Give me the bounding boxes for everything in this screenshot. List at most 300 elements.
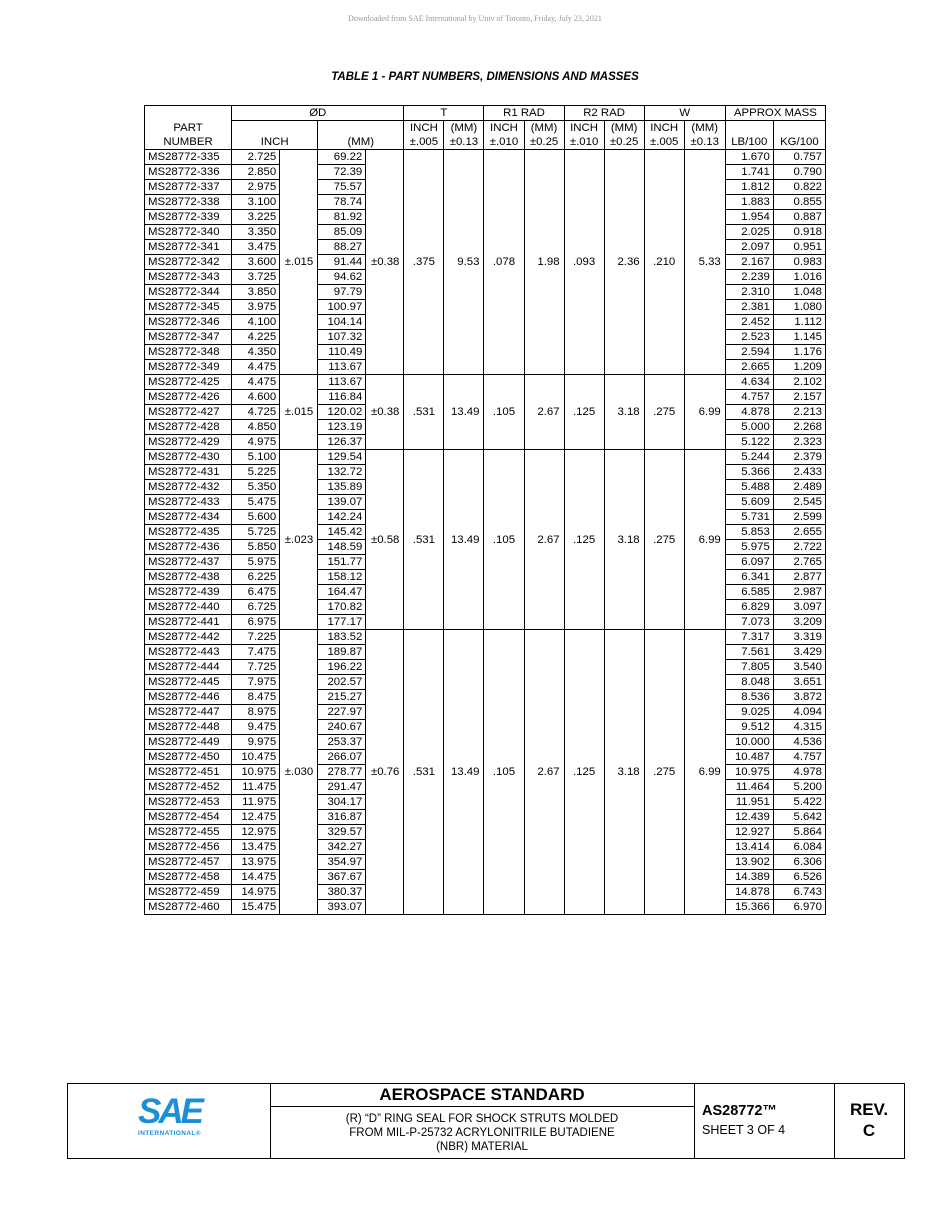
part-number-header: PART NUMBER xyxy=(145,106,232,150)
od-inch-cell: 4.975 xyxy=(232,435,280,450)
od-inch-cell: 2.975 xyxy=(232,180,280,195)
od-mm-cell: 97.79 xyxy=(318,285,366,300)
download-watermark: Downloaded from SAE International by Univ of Toronto, Friday, July 23, 2021 xyxy=(348,14,602,23)
title-cell xyxy=(270,1084,695,1158)
mass-kg-cell: 2.102 xyxy=(773,375,825,390)
mass-kg-cell: 3.872 xyxy=(773,690,825,705)
t-mm-cell: 9.53 xyxy=(444,150,484,375)
part-number-cell: MS28772-339 xyxy=(145,210,232,225)
od-inch-cell: 11.975 xyxy=(232,795,280,810)
od-mm-cell: 177.17 xyxy=(318,615,366,630)
table-row xyxy=(145,150,826,165)
mass-kg-cell: 0.887 xyxy=(773,210,825,225)
mass-lb-cell: 13.414 xyxy=(725,840,773,855)
od-mm-cell: 132.72 xyxy=(318,465,366,480)
od-inch-cell: 15.475 xyxy=(232,900,280,915)
part-number-cell: MS28772-447 xyxy=(145,705,232,720)
t-mm-cell: 13.49 xyxy=(444,375,484,450)
od-mm-cell: 183.52 xyxy=(318,630,366,645)
r2-mm-header: (MM) ±0.25 xyxy=(604,121,644,150)
title-block xyxy=(67,1083,905,1159)
od-mm-cell: 304.17 xyxy=(318,795,366,810)
r2-header: R2 RAD xyxy=(564,106,644,121)
od-inch-cell: 5.975 xyxy=(232,555,280,570)
r2-inch-cell: .125 xyxy=(564,630,604,915)
w-inch-cell: .275 xyxy=(644,630,684,915)
mass-lb-cell: 5.366 xyxy=(725,465,773,480)
mass-kg-cell: 3.319 xyxy=(773,630,825,645)
od-inch-cell: 6.975 xyxy=(232,615,280,630)
od-inch-cell: 5.225 xyxy=(232,465,280,480)
w-header: W xyxy=(644,106,725,121)
r1-inch-cell: .105 xyxy=(484,375,524,450)
part-number-cell: MS28772-438 xyxy=(145,570,232,585)
table-row xyxy=(145,630,826,645)
part-number-cell: MS28772-347 xyxy=(145,330,232,345)
part-number-cell: MS28772-435 xyxy=(145,525,232,540)
part-number-cell: MS28772-427 xyxy=(145,405,232,420)
mass-lb-cell: 11.464 xyxy=(725,780,773,795)
od-inch-cell: 3.725 xyxy=(232,270,280,285)
mass-kg-cell: 1.048 xyxy=(773,285,825,300)
table-title: TABLE 1 - PART NUMBERS, DIMENSIONS AND MASSES xyxy=(331,71,639,83)
mass-kg-cell: 6.084 xyxy=(773,840,825,855)
r2-inch-cell: .093 xyxy=(564,150,604,375)
mass-kg-cell: 6.970 xyxy=(773,900,825,915)
mass-kg-cell: 2.323 xyxy=(773,435,825,450)
od-mm-cell: 113.67 xyxy=(318,360,366,375)
w-inch-header: INCH ±.005 xyxy=(644,121,684,150)
part-number-cell: MS28772-441 xyxy=(145,615,232,630)
mass-lb-cell: 14.878 xyxy=(725,885,773,900)
part-number-cell: MS28772-341 xyxy=(145,240,232,255)
part-number-cell: MS28772-337 xyxy=(145,180,232,195)
mass-kg-cell: 3.097 xyxy=(773,600,825,615)
od-inch-cell: 10.475 xyxy=(232,750,280,765)
part-number-cell: MS28772-440 xyxy=(145,600,232,615)
mass-lb-cell: 4.634 xyxy=(725,375,773,390)
mass-kg-cell: 4.536 xyxy=(773,735,825,750)
mass-kg-cell: 2.379 xyxy=(773,450,825,465)
od-mm-cell: 116.84 xyxy=(318,390,366,405)
parts-table xyxy=(144,105,826,915)
t-inch-cell: .531 xyxy=(404,630,444,915)
od-inch-cell: 14.475 xyxy=(232,870,280,885)
mass-kg-cell: 3.651 xyxy=(773,675,825,690)
od-mm-cell: 91.44 xyxy=(318,255,366,270)
od-mm-cell: 75.57 xyxy=(318,180,366,195)
mass-lb-cell: 5.488 xyxy=(725,480,773,495)
part-number-cell: MS28772-459 xyxy=(145,885,232,900)
od-inch-cell: 10.975 xyxy=(232,765,280,780)
w-mm-header: (MM) ±0.13 xyxy=(684,121,725,150)
mass-lb-cell: 5.244 xyxy=(725,450,773,465)
part-number-cell: MS28772-452 xyxy=(145,780,232,795)
part-number-cell: MS28772-444 xyxy=(145,660,232,675)
mass-kg-cell: 4.978 xyxy=(773,765,825,780)
part-number-cell: MS28772-457 xyxy=(145,855,232,870)
od-inch-cell: 13.475 xyxy=(232,840,280,855)
od-mm-cell: 104.14 xyxy=(318,315,366,330)
od-header: ØD xyxy=(232,106,404,121)
od-mm-cell: 342.27 xyxy=(318,840,366,855)
part-number-cell: MS28772-439 xyxy=(145,585,232,600)
od-mm-cell: 81.92 xyxy=(318,210,366,225)
mass-kg-cell: 6.526 xyxy=(773,870,825,885)
part-number-cell: MS28772-450 xyxy=(145,750,232,765)
mass-lb-cell: 5.609 xyxy=(725,495,773,510)
r2-inch-cell: .125 xyxy=(564,375,604,450)
od-inch-cell: 6.475 xyxy=(232,585,280,600)
t-header: T xyxy=(404,106,484,121)
mass-lb-cell: 2.167 xyxy=(725,255,773,270)
r2-mm-cell: 3.18 xyxy=(604,375,644,450)
part-number-cell: MS28772-430 xyxy=(145,450,232,465)
mass-kg-cell: 1.016 xyxy=(773,270,825,285)
mass-kg-cell: 2.433 xyxy=(773,465,825,480)
mass-lb-cell: 7.805 xyxy=(725,660,773,675)
od-mm-cell: 123.19 xyxy=(318,420,366,435)
od-inch-cell: 4.850 xyxy=(232,420,280,435)
w-inch-cell: .210 xyxy=(644,150,684,375)
od-inch-cell: 5.600 xyxy=(232,510,280,525)
mass-lb-cell: 4.757 xyxy=(725,390,773,405)
t-inch-cell: .531 xyxy=(404,450,444,630)
mass-kg-cell: 5.864 xyxy=(773,825,825,840)
mass-lb-cell: 14.389 xyxy=(725,870,773,885)
od-mm-cell: 189.87 xyxy=(318,645,366,660)
part-number-cell: MS28772-426 xyxy=(145,390,232,405)
mass-lb-cell: 1.883 xyxy=(725,195,773,210)
od-inch-cell: 6.225 xyxy=(232,570,280,585)
part-number-cell: MS28772-346 xyxy=(145,315,232,330)
od-inch-cell: 2.850 xyxy=(232,165,280,180)
table-row xyxy=(145,450,826,465)
od-inch-cell: 13.975 xyxy=(232,855,280,870)
document-number: AS28772™ xyxy=(702,1103,777,1119)
od-mm-cell: 278.77 xyxy=(318,765,366,780)
od-inch-cell: 11.475 xyxy=(232,780,280,795)
mass-lb-cell: 15.366 xyxy=(725,900,773,915)
od-mm-tolerance-cell: ±0.58 xyxy=(366,450,404,630)
t-mm-cell: 13.49 xyxy=(444,630,484,915)
mass-lb-cell: 10.487 xyxy=(725,750,773,765)
od-mm-cell: 72.39 xyxy=(318,165,366,180)
t-mm-cell: 13.49 xyxy=(444,450,484,630)
mass-kg-cell: 3.540 xyxy=(773,660,825,675)
mass-kg-cell: 3.429 xyxy=(773,645,825,660)
od-inch-cell: 3.850 xyxy=(232,285,280,300)
od-mm-cell: 145.42 xyxy=(318,525,366,540)
mass-lb-cell: 2.239 xyxy=(725,270,773,285)
od-inch-cell: 12.475 xyxy=(232,810,280,825)
part-number-cell: MS28772-448 xyxy=(145,720,232,735)
od-inch-cell: 5.475 xyxy=(232,495,280,510)
od-inch-cell: 5.725 xyxy=(232,525,280,540)
od-mm-tolerance-cell: ±0.38 xyxy=(366,375,404,450)
mass-kg-cell: 0.951 xyxy=(773,240,825,255)
od-mm-cell: 164.47 xyxy=(318,585,366,600)
kg-header: KG/100 xyxy=(773,121,825,150)
od-mm-cell: 266.07 xyxy=(318,750,366,765)
part-number-cell: MS28772-451 xyxy=(145,765,232,780)
od-mm-cell: 110.49 xyxy=(318,345,366,360)
r2-inch-header: INCH ±.010 xyxy=(564,121,604,150)
mass-kg-cell: 0.822 xyxy=(773,180,825,195)
w-inch-cell: .275 xyxy=(644,450,684,630)
r1-inch-cell: .105 xyxy=(484,630,524,915)
od-inch-cell: 7.475 xyxy=(232,645,280,660)
od-mm-cell: 94.62 xyxy=(318,270,366,285)
part-number-cell: MS28772-425 xyxy=(145,375,232,390)
mass-lb-cell: 2.594 xyxy=(725,345,773,360)
w-inch-cell: .275 xyxy=(644,375,684,450)
mass-kg-cell: 0.790 xyxy=(773,165,825,180)
mass-lb-cell: 10.975 xyxy=(725,765,773,780)
od-inch-cell: 8.475 xyxy=(232,690,280,705)
part-number-cell: MS28772-345 xyxy=(145,300,232,315)
r1-inch-header: INCH ±.010 xyxy=(484,121,524,150)
table-body xyxy=(145,150,826,915)
od-mm-cell: 88.27 xyxy=(318,240,366,255)
mass-kg-cell: 0.918 xyxy=(773,225,825,240)
mass-lb-cell: 4.878 xyxy=(725,405,773,420)
od-inch-cell: 7.225 xyxy=(232,630,280,645)
part-number-cell: MS28772-456 xyxy=(145,840,232,855)
od-mm-cell: 129.54 xyxy=(318,450,366,465)
part-number-cell: MS28772-460 xyxy=(145,900,232,915)
mass-kg-cell: 0.757 xyxy=(773,150,825,165)
mass-lb-cell: 2.665 xyxy=(725,360,773,375)
od-mm-cell: 151.77 xyxy=(318,555,366,570)
mass-lb-cell: 1.741 xyxy=(725,165,773,180)
mass-lb-cell: 7.561 xyxy=(725,645,773,660)
od-inch-cell: 5.100 xyxy=(232,450,280,465)
od-inch-cell: 6.725 xyxy=(232,600,280,615)
mass-lb-cell: 2.097 xyxy=(725,240,773,255)
mass-kg-cell: 2.987 xyxy=(773,585,825,600)
lb-header: LB/100 xyxy=(725,121,773,150)
part-number-cell: MS28772-454 xyxy=(145,810,232,825)
mass-header: APPROX MASS xyxy=(725,106,825,121)
od-mm-cell: 142.24 xyxy=(318,510,366,525)
mass-kg-cell: 2.599 xyxy=(773,510,825,525)
part-number-cell: MS28772-437 xyxy=(145,555,232,570)
part-number-cell: MS28772-432 xyxy=(145,480,232,495)
r2-mm-cell: 3.18 xyxy=(604,450,644,630)
t-inch-cell: .375 xyxy=(404,150,444,375)
od-inch-cell: 3.475 xyxy=(232,240,280,255)
t-mm-header: (MM) ±0.13 xyxy=(444,121,484,150)
mass-lb-cell: 9.512 xyxy=(725,720,773,735)
part-number-cell: MS28772-434 xyxy=(145,510,232,525)
w-mm-cell: 6.99 xyxy=(684,450,725,630)
od-mm-cell: 196.22 xyxy=(318,660,366,675)
mass-lb-cell: 6.097 xyxy=(725,555,773,570)
mass-lb-cell: 12.927 xyxy=(725,825,773,840)
table-row xyxy=(145,375,826,390)
mass-kg-cell: 4.094 xyxy=(773,705,825,720)
mass-lb-cell: 7.317 xyxy=(725,630,773,645)
mass-lb-cell: 2.025 xyxy=(725,225,773,240)
t-inch-cell: .531 xyxy=(404,375,444,450)
mass-kg-cell: 1.209 xyxy=(773,360,825,375)
mass-lb-cell: 6.341 xyxy=(725,570,773,585)
part-number-cell: MS28772-445 xyxy=(145,675,232,690)
part-number-cell: MS28772-453 xyxy=(145,795,232,810)
od-mm-cell: 380.37 xyxy=(318,885,366,900)
mass-lb-cell: 1.670 xyxy=(725,150,773,165)
mass-kg-cell: 0.983 xyxy=(773,255,825,270)
mass-kg-cell: 4.315 xyxy=(773,720,825,735)
r1-inch-cell: .105 xyxy=(484,450,524,630)
mass-kg-cell: 1.176 xyxy=(773,345,825,360)
mass-kg-cell: 4.757 xyxy=(773,750,825,765)
mass-lb-cell: 1.812 xyxy=(725,180,773,195)
od-inch-cell: 9.475 xyxy=(232,720,280,735)
od-mm-cell: 227.97 xyxy=(318,705,366,720)
od-mm-cell: 78.74 xyxy=(318,195,366,210)
part-number-cell: MS28772-349 xyxy=(145,360,232,375)
od-mm-cell: 393.07 xyxy=(318,900,366,915)
od-inch-cell: 9.975 xyxy=(232,735,280,750)
od-mm-tolerance-cell: ±0.76 xyxy=(366,630,404,915)
mass-kg-cell: 2.655 xyxy=(773,525,825,540)
od-inch-cell: 4.725 xyxy=(232,405,280,420)
od-inch-cell: 3.350 xyxy=(232,225,280,240)
mass-kg-cell: 5.422 xyxy=(773,795,825,810)
od-mm-cell: 354.97 xyxy=(318,855,366,870)
part-number-cell: MS28772-338 xyxy=(145,195,232,210)
w-mm-cell: 6.99 xyxy=(684,630,725,915)
part-number-cell: MS28772-436 xyxy=(145,540,232,555)
od-inch-cell: 7.725 xyxy=(232,660,280,675)
mass-lb-cell: 11.951 xyxy=(725,795,773,810)
od-mm-cell: 316.87 xyxy=(318,810,366,825)
od-inch-cell: 4.475 xyxy=(232,375,280,390)
mass-lb-cell: 6.829 xyxy=(725,600,773,615)
part-number-cell: MS28772-442 xyxy=(145,630,232,645)
document-title: (R) “D” RING SEAL FOR SHOCK STRUTS MOLDED FROM MIL-P-25732 ACRYLONITRILE BUTADIENE (NBR) MATERIAL xyxy=(345,1113,619,1153)
mass-lb-cell: 2.523 xyxy=(725,330,773,345)
mass-lb-cell: 8.536 xyxy=(725,690,773,705)
sae-logo-subtitle: INTERNATIONAL® xyxy=(138,1130,201,1137)
w-mm-cell: 6.99 xyxy=(684,375,725,450)
od-inch-cell: 4.475 xyxy=(232,360,280,375)
header-row-1 xyxy=(145,106,826,121)
mass-lb-cell: 12.439 xyxy=(725,810,773,825)
mass-lb-cell: 2.381 xyxy=(725,300,773,315)
od-mm-cell: 100.97 xyxy=(318,300,366,315)
part-number-cell: MS28772-343 xyxy=(145,270,232,285)
part-number-cell: MS28772-335 xyxy=(145,150,232,165)
mass-kg-cell: 6.306 xyxy=(773,855,825,870)
od-inch-cell: 12.975 xyxy=(232,825,280,840)
mass-lb-cell: 5.731 xyxy=(725,510,773,525)
od-inch-cell: 5.350 xyxy=(232,480,280,495)
sheet-number: SHEET 3 OF 4 xyxy=(702,1123,786,1137)
mass-kg-cell: 1.080 xyxy=(773,300,825,315)
od-mm-cell: 135.89 xyxy=(318,480,366,495)
od-mm-cell: 367.67 xyxy=(318,870,366,885)
od-inch-cell: 4.225 xyxy=(232,330,280,345)
mass-lb-cell: 10.000 xyxy=(725,735,773,750)
r2-mm-cell: 2.36 xyxy=(604,150,644,375)
mass-lb-cell: 5.122 xyxy=(725,435,773,450)
od-inch-cell: 3.225 xyxy=(232,210,280,225)
od-mm-cell: 69.22 xyxy=(318,150,366,165)
od-inch-cell: 2.725 xyxy=(232,150,280,165)
part-number-cell: MS28772-429 xyxy=(145,435,232,450)
od-mm-cell: 85.09 xyxy=(318,225,366,240)
mass-kg-cell: 1.145 xyxy=(773,330,825,345)
r1-mm-cell: 2.67 xyxy=(524,450,564,630)
od-mm-cell: 113.67 xyxy=(318,375,366,390)
mass-kg-cell: 1.112 xyxy=(773,315,825,330)
mass-kg-cell: 0.855 xyxy=(773,195,825,210)
od-mm-cell: 329.57 xyxy=(318,825,366,840)
od-inch-cell: 3.100 xyxy=(232,195,280,210)
part-number-cell: MS28772-344 xyxy=(145,285,232,300)
logo-cell xyxy=(68,1084,271,1158)
mass-kg-cell: 2.213 xyxy=(773,405,825,420)
mass-kg-cell: 2.722 xyxy=(773,540,825,555)
r1-mm-cell: 2.67 xyxy=(524,375,564,450)
part-number-cell: MS28772-428 xyxy=(145,420,232,435)
od-inch-tolerance-cell: ±.015 xyxy=(280,150,318,375)
od-inch-header: INCH xyxy=(232,121,318,150)
od-mm-cell: 170.82 xyxy=(318,600,366,615)
document-number-cell xyxy=(694,1084,835,1158)
mass-kg-cell: 3.209 xyxy=(773,615,825,630)
od-mm-cell: 120.02 xyxy=(318,405,366,420)
od-mm-tolerance-cell: ±0.38 xyxy=(366,150,404,375)
mass-kg-cell: 6.743 xyxy=(773,885,825,900)
mass-lb-cell: 2.310 xyxy=(725,285,773,300)
r1-header: R1 RAD xyxy=(484,106,564,121)
od-mm-cell: 139.07 xyxy=(318,495,366,510)
od-inch-cell: 4.350 xyxy=(232,345,280,360)
r2-inch-cell: .125 xyxy=(564,450,604,630)
od-mm-cell: 240.67 xyxy=(318,720,366,735)
od-mm-header: (MM) xyxy=(318,121,404,150)
mass-lb-cell: 13.902 xyxy=(725,855,773,870)
od-inch-cell: 5.850 xyxy=(232,540,280,555)
part-number-cell: MS28772-348 xyxy=(145,345,232,360)
od-mm-cell: 107.32 xyxy=(318,330,366,345)
part-number-cell: MS28772-449 xyxy=(145,735,232,750)
od-inch-cell: 3.975 xyxy=(232,300,280,315)
standard-heading: AEROSPACE STANDARD xyxy=(270,1084,694,1107)
part-number-cell: MS28772-458 xyxy=(145,870,232,885)
mass-kg-cell: 2.157 xyxy=(773,390,825,405)
mass-lb-cell: 2.452 xyxy=(725,315,773,330)
od-mm-cell: 148.59 xyxy=(318,540,366,555)
mass-kg-cell: 2.765 xyxy=(773,555,825,570)
mass-kg-cell: 2.489 xyxy=(773,480,825,495)
r1-inch-cell: .078 xyxy=(484,150,524,375)
mass-lb-cell: 5.000 xyxy=(725,420,773,435)
od-inch-cell: 8.975 xyxy=(232,705,280,720)
od-mm-cell: 215.27 xyxy=(318,690,366,705)
part-number-cell: MS28772-446 xyxy=(145,690,232,705)
od-inch-cell: 3.600 xyxy=(232,255,280,270)
od-mm-cell: 291.47 xyxy=(318,780,366,795)
mass-lb-cell: 8.048 xyxy=(725,675,773,690)
revision-cell xyxy=(834,1084,904,1158)
mass-lb-cell: 5.853 xyxy=(725,525,773,540)
revision: REV. C xyxy=(849,1100,889,1140)
